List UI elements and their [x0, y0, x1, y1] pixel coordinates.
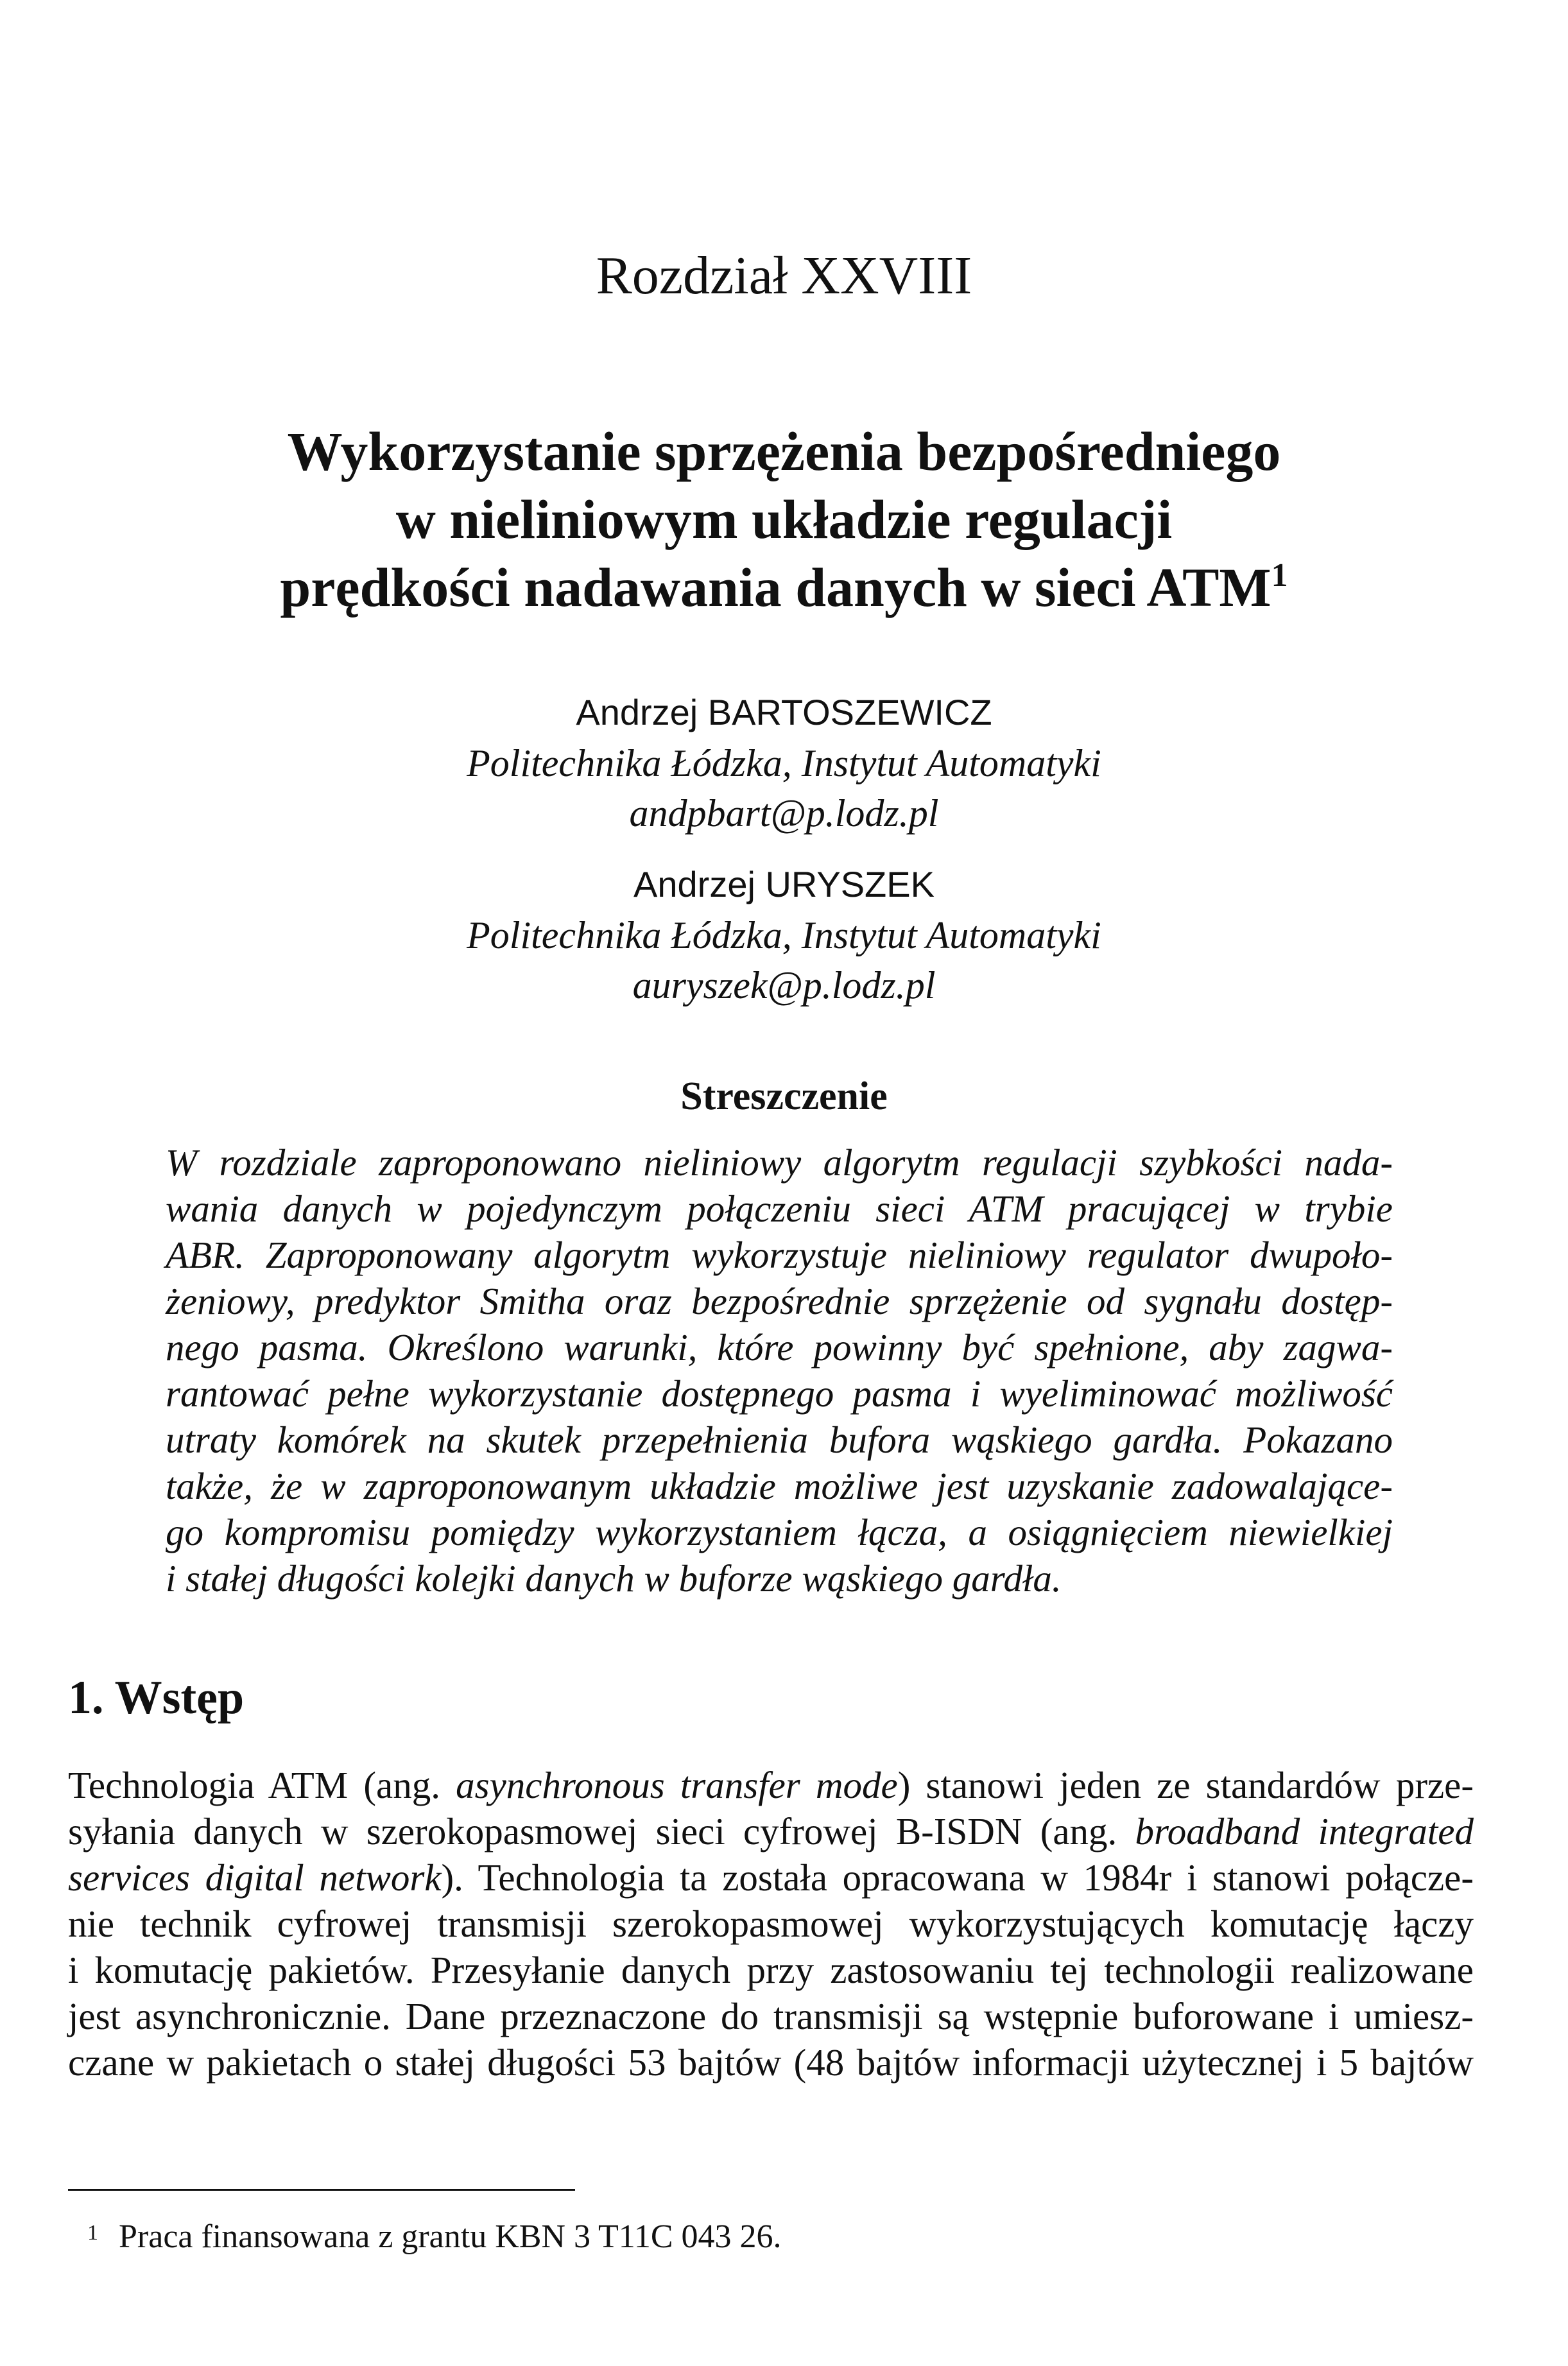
authors-block [193, 687, 1375, 1010]
section-body [68, 1762, 1474, 2085]
body-text-run: syłania danych w szerokopasmowej sieci cyfrowej B-ISDN (ang. [68, 1810, 1135, 1852]
body-text-run: czane w pakietach o stałej długości 53 bajtów (48 bajtów informacji użytecznej i 5 bajtów [68, 2041, 1474, 2084]
abstract-line: ABR. Zaproponowany algorytm wykorzystuje nieliniowy regulator dwupoło- [166, 1234, 1393, 1276]
abstract-line: go kompromisu pomiędzy wykorzystaniem łącza, a osiągnięciem niewielkiej [166, 1511, 1393, 1553]
abstract-line: żeniowy, predyktor Smitha oraz bezpośrednie sprzężenie od sygnału dostęp- [166, 1280, 1393, 1322]
title-footnote-mark: 1 [1271, 557, 1288, 594]
author-affiliation: Politechnika Łódzka, Instytut Automatyki [467, 742, 1101, 784]
abstract-line: wania danych w pojedynczym połączeniu sieci ATM pracującej w trybie [166, 1187, 1393, 1230]
body-text-run: Technologia ATM (ang. [68, 1764, 456, 1806]
title-line-text: prędkości nadawania danych w sieci ATM [280, 557, 1271, 618]
body-line [68, 2039, 1474, 2085]
body-italic-run: broadband integrated [1135, 1810, 1474, 1852]
author-email: andpbart@p.lodz.pl [629, 792, 939, 834]
footnote [68, 2215, 782, 2259]
author-email: auryszek@p.lodz.pl [632, 964, 936, 1006]
body-text-run: jest asynchronicznie. Dane przeznaczone do transmisji są wstępnie buforowane i umiesz- [68, 1995, 1474, 2037]
abstract-line: także, że w zaproponowanym układzie możliwe jest uzyskanie zadowalające- [166, 1465, 1393, 1507]
body-line [68, 1808, 1474, 1854]
footnote-mark: 1 [87, 2221, 98, 2245]
body-text-run: ) stanowi jeden ze standardów prze- [897, 1764, 1474, 1806]
body-italic-run: asynchronous transfer mode [456, 1764, 898, 1806]
title-line: w nieliniowym układzie regulacji [395, 488, 1173, 550]
abstract-line: W rozdziale zaproponowano nieliniowy algorytm regulacji szybkości nada- [166, 1141, 1393, 1184]
body-line [68, 1993, 1474, 2039]
abstract-line: nego pasma. Określono warunki, które powinny być spełnione, aby zagwa- [166, 1326, 1393, 1369]
author-name: Andrzej BARTOSZEWICZ [576, 692, 992, 732]
paper-title [128, 417, 1440, 621]
body-line [68, 1854, 1474, 1901]
body-line [68, 1947, 1474, 1993]
body-text-run: nie technik cyfrowej transmisji szerokopasmowej wykorzystujących komutację łączy [68, 1903, 1474, 1945]
abstract-line: utraty komórek na skutek przepełnienia bufora wąskiego gardła. Pokazano [166, 1419, 1393, 1461]
section-heading: 1. Wstęp [68, 1671, 245, 1724]
author-affiliation: Politechnika Łódzka, Instytut Automatyki [467, 914, 1101, 956]
title-line [128, 553, 1440, 621]
author-name: Andrzej URYSZEK [633, 864, 935, 904]
abstract-heading: Streszczenie [680, 1075, 888, 1118]
author-1 [193, 687, 1375, 838]
chapter-heading: Rozdział XXVIII [596, 246, 972, 306]
abstract-line: rantować pełne wykorzystanie dostępnego pasma i wyeliminować możliwość [166, 1372, 1393, 1415]
abstract-text [166, 1139, 1393, 1602]
footnote-text: Praca finansowana z grantu KBN 3 T11C 043 26. [119, 2218, 782, 2255]
abstract-line: i stałej długości kolejki danych w buforze wąskiego gardła. [166, 1557, 1062, 1600]
body-text-run: i komutację pakietów. Przesyłanie danych przy zastosowaniu tej technologii realizowane [68, 1949, 1474, 1991]
body-line [68, 1762, 1474, 1808]
body-line [68, 1901, 1474, 1947]
footnote-divider [68, 2189, 575, 2191]
body-text-run: ). Technologia ta została opracowana w 1984r i stanowi połącze- [441, 1856, 1474, 1899]
title-line: Wykorzystanie sprzężenia bezpośredniego [287, 420, 1281, 482]
body-italic-run: services digital network [68, 1856, 442, 1899]
author-2 [193, 859, 1375, 1010]
